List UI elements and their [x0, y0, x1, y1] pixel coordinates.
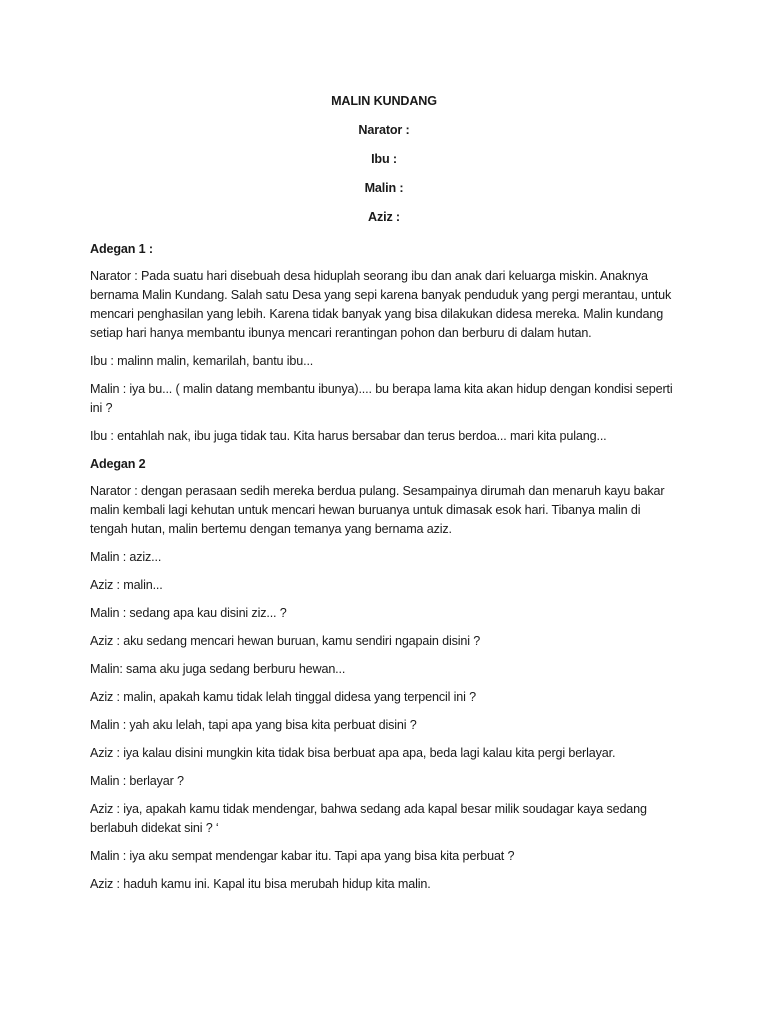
scene-2-line: Aziz : malin... [90, 578, 163, 592]
scene-2-line: Malin : iya aku sempat mendengar kabar itu. Tapi apa yang bisa kita perbuat ? [90, 849, 515, 863]
scene-2-line: Aziz : iya kalau disini mungkin kita tidak bisa berbuat apa apa, beda lagi kalau kita pergi berlayar. [90, 746, 616, 760]
scene-2-line: Aziz : haduh kamu ini. Kapal itu bisa merubah hidup kita malin. [90, 877, 431, 891]
scene-2-line: Aziz : iya, apakah kamu tidak mendengar, bahwa sedang ada kapal besar milik soudagar kaya sedang berlabuh didekat sini ? ‘ [90, 802, 647, 835]
scene-2-line: Malin : yah aku lelah, tapi apa yang bisa kita perbuat disini ? [90, 718, 417, 732]
scene-1-heading: Adegan 1 : [90, 242, 153, 256]
scene-1-line: Ibu : entahlah nak, ibu juga tidak tau. Kita harus bersabar dan terus berdoa... mari kita pulang... [90, 429, 607, 443]
scene-2-line: Malin : berlayar ? [90, 774, 184, 788]
role-narator: Narator : [358, 123, 410, 137]
scene-2-line: Narator : dengan perasaan sedih mereka berdua pulang. Sesampainya dirumah dan menaruh kayu bakar malin kembali lagi kehutan untuk mencari hewan buruanya untuk dimasak esok hari. Tibanya malin di tengah hutan, malin bertemu dengan temanya yang bernama aziz. [90, 484, 665, 536]
scene-1-line: Malin : iya bu... ( malin datang membantu ibunya).... bu berapa lama kita akan hidup dengan kondisi seperti ini ? [90, 382, 673, 415]
role-aziz: Aziz : [368, 210, 400, 224]
scene-2-line: Malin : aziz... [90, 550, 162, 564]
scene-2-line: Malin : sedang apa kau disini ziz... ? [90, 606, 287, 620]
scene-2-line: Aziz : malin, apakah kamu tidak lelah tinggal didesa yang terpencil ini ? [90, 690, 476, 704]
scene-1-line: Ibu : malinn malin, kemarilah, bantu ibu... [90, 354, 314, 368]
scene-2-line: Aziz : aku sedang mencari hewan buruan, kamu sendiri ngapain disini ? [90, 634, 481, 648]
role-ibu: Ibu : [371, 152, 397, 166]
role-malin: Malin : [364, 181, 404, 195]
document-title: MALIN KUNDANG [331, 94, 437, 108]
scene-2-heading: Adegan 2 [90, 457, 146, 471]
scene-1-line: Narator : Pada suatu hari disebuah desa hiduplah seorang ibu dan anak dari keluarga miskin. Anaknya bernama Malin Kundang. Salah satu Desa yang sepi karena banyak penduduk yang pergi merantau, untuk mencari penghasilan yang lebih. Karena tidak banyak yang bisa dilakukan didesa mereka. Malin kundang setiap hari hanya membantu ibunya mencari rerantingan pohon dan berburu di dalam hutan. [90, 269, 672, 340]
scene-2-line: Malin: sama aku juga sedang berburu hewan... [90, 662, 346, 676]
